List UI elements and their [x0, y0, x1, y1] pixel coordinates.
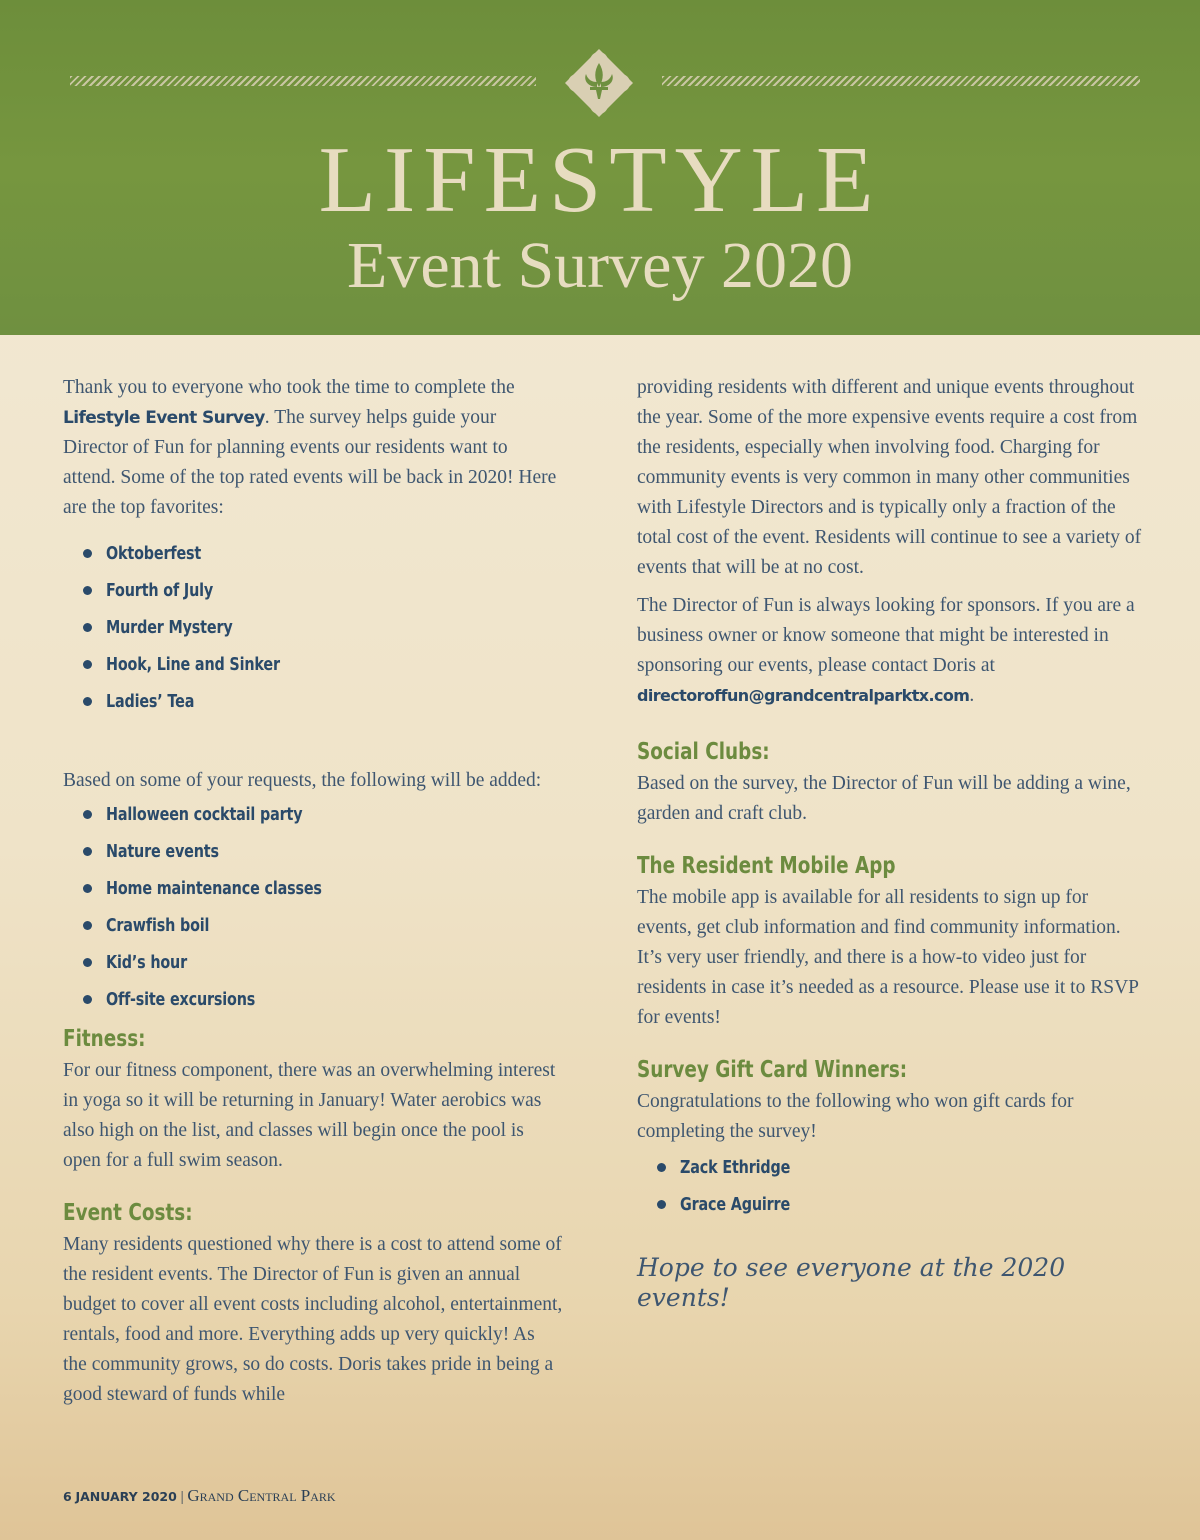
- page-title: LIFESTYLE: [318, 128, 882, 232]
- sponsor-paragraph: [637, 591, 1147, 711]
- fitness-paragraph: For our fitness component, there was an overwhelming interest in yoga so it will be returning in January! Water aerobics was also high on the list, and classes will begin once the pool is open for a full swim season.: [63, 1060, 556, 1171]
- list-item: [63, 796, 563, 833]
- event-costs-heading: Event Costs:: [63, 1200, 193, 1226]
- right-column: [637, 373, 1147, 1321]
- list-item-label: Fourth of July: [106, 581, 214, 601]
- email-suffix: .: [969, 685, 975, 706]
- header-band: [0, 0, 1200, 335]
- list-item-label: Nature events: [106, 842, 219, 862]
- fitness-heading: Fitness:: [63, 1026, 146, 1052]
- mobile-app-paragraph: The mobile app is available for all residents to sign up for events, get club information and find community information. It’s very user friendly, and there is a how-to video just for residents in case it’s needed as a resource. Please use it to RSVP for events!: [637, 887, 1139, 1028]
- list-item-label: Kid’s hour: [106, 953, 188, 973]
- event-costs-continued: providing residents with different and unique events throughout the year. Some of the more expensive events require a cost from the residents, especially when involving food. Charging for community events is very common in many other communities with Lifestyle Directors and is typically only a fraction of the total cost of the event. Residents will continue to see a variety of events that will be at no cost.: [637, 377, 1142, 578]
- requests-paragraph: Based on some of your requests, the following will be added:: [63, 770, 542, 791]
- survey-name: Lifestyle Event Survey: [63, 408, 265, 428]
- page-subtitle: Event Survey 2020: [347, 229, 853, 302]
- list-item: [63, 981, 563, 1018]
- intro-text-end: . The survey helps guide your Director of Fun for planning events our residents want to attend. Some of the top rated events will be back in 2020! Here are the top favorites:: [63, 407, 557, 518]
- list-item: [637, 1149, 1147, 1186]
- event-costs-paragraph: Many residents questioned why there is a cost to attend some of the resident events. The Director of Fun is given an annual budget to cover all event costs including alcohol, entertainment, rentals, food and more. Everything adds up very quickly! As the community grows, so do costs. Doris takes pride in being a good steward of funds while: [63, 1234, 563, 1405]
- list-item: [63, 646, 563, 683]
- favorites-list: [63, 535, 563, 720]
- decorative-hatch-right: [662, 76, 1140, 86]
- list-item: [63, 907, 563, 944]
- list-item-label: Home maintenance classes: [106, 879, 322, 899]
- fleur-de-lis-icon: [563, 47, 635, 119]
- list-item-label: Oktoberfest: [106, 544, 202, 564]
- list-item-label: Murder Mystery: [106, 618, 233, 638]
- list-item-label: Grace Aguirre: [680, 1195, 791, 1215]
- list-item: [63, 833, 563, 870]
- page-footer: [63, 1486, 336, 1506]
- list-item: [63, 609, 563, 646]
- social-clubs-paragraph: Based on the survey, the Director of Fun will be adding a wine, garden and craft club.: [637, 773, 1131, 824]
- page-number: 6: [63, 1489, 72, 1504]
- sponsor-text: The Director of Fun is always looking for sponsors. If you are a business owner or know someone that might be interested in sponsoring our events, please contact Doris at: [637, 595, 1135, 676]
- footer-separator: |: [176, 1489, 188, 1505]
- list-item: [63, 870, 563, 907]
- list-item-label: Ladies’ Tea: [106, 692, 195, 712]
- list-item: [63, 683, 563, 720]
- list-item: [637, 1186, 1147, 1223]
- publication-name: Grand Central Park: [187, 1486, 336, 1505]
- intro-paragraph: [63, 373, 563, 523]
- mobile-app-heading: The Resident Mobile App: [637, 853, 896, 879]
- gift-card-winners-heading: Survey Gift Card Winners:: [637, 1057, 908, 1083]
- issue-date: JANUARY 2020: [75, 1489, 177, 1504]
- contact-email-link[interactable]: directoroffun@grandcentralparktx.com: [637, 686, 970, 705]
- left-column: [63, 373, 563, 1418]
- list-item: [63, 572, 563, 609]
- list-item-label: Hook, Line and Sinker: [106, 655, 280, 675]
- winners-paragraph: Congratulations to the following who won gift cards for completing the survey!: [637, 1091, 1074, 1142]
- list-item-label: Crawfish boil: [106, 916, 210, 936]
- winners-list: [637, 1149, 1147, 1223]
- social-clubs-heading: Social Clubs:: [637, 739, 770, 765]
- list-item: [63, 944, 563, 981]
- list-item-label: Halloween cocktail party: [106, 805, 303, 825]
- decorative-hatch-left: [70, 76, 536, 86]
- closing-message: Hope to see everyone at the 2020 events!: [637, 1253, 1066, 1312]
- additions-list: [63, 796, 563, 1018]
- intro-text-start: Thank you to everyone who took the time to complete the: [63, 377, 515, 398]
- list-item-label: Off-site excursions: [106, 990, 256, 1010]
- list-item: [63, 535, 563, 572]
- list-item-label: Zack Ethridge: [680, 1158, 791, 1178]
